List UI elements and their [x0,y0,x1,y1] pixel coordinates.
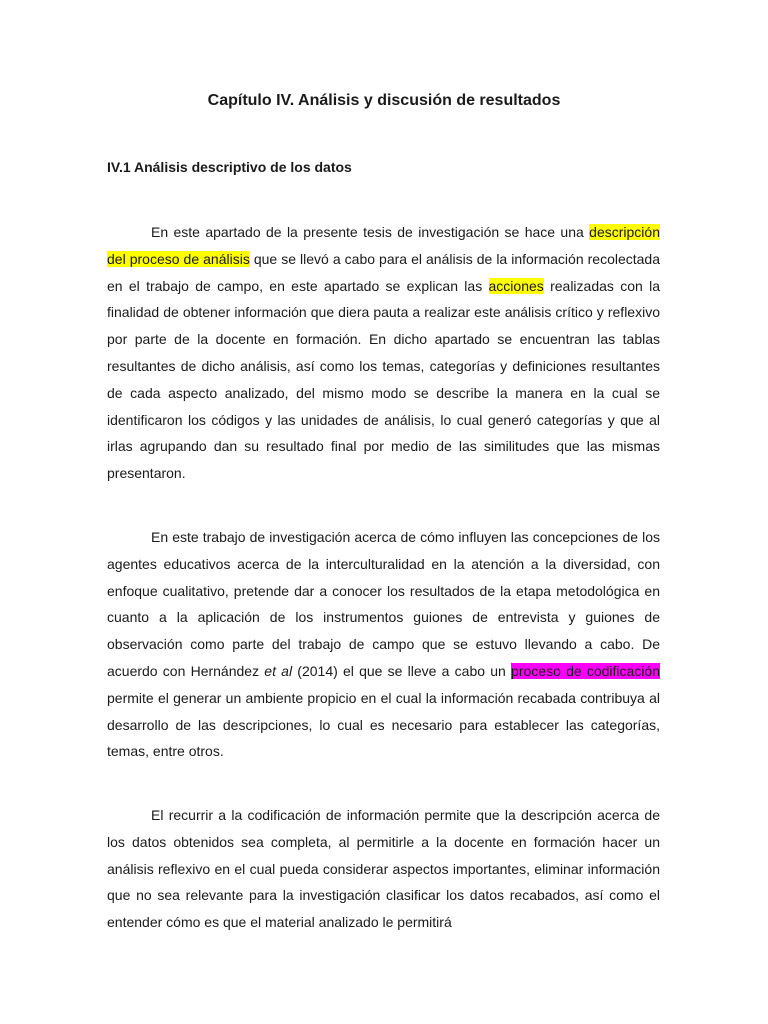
highlight-proceso-codificacion: proceso de codificación [511,662,661,679]
paragraph-2 [107,524,660,765]
paragraph-2-text-2: (2014) el que se lleve a cabo un [292,662,512,679]
section-heading: IV.1 Análisis descriptivo de los datos [107,159,352,175]
paragraph-2-text-1: En este trabajo de investigación acerca de cómo influyen las concepciones de los agentes educativos acerca de la interculturalidad en la atención a la diversidad, con enfoque cualitativo, pretende dar a conocer los resultados de la etapa metodológica en cuanto a la aplicación de los instrumentos guiones de entrevista y guiones de observación como parte del trabajo de campo que se estuvo llevando a cabo. De acuerdo con Hernández [107,529,660,679]
highlight-acciones: acciones [488,277,544,294]
chapter-title: Capítulo IV. Análisis y discusión de resultados [207,92,561,109]
highlight-descripcion: descripción del proceso de análisis [107,224,660,267]
paragraph-1-text-2: que se llevó a cabo para el análisis de la información recolectada en el trabajo de campo, en este apartado se explican las [107,250,661,294]
paragraph-1 [107,219,660,487]
paragraph-1-text-1: En este apartado de la presente tesis de investigación se hace una [151,224,590,240]
paragraph-2-text-3: permite el generar un ambiente propicio en el cual la información recabada contribuya al desarrollo de las descripciones, lo cual es necesario para establecer las categorías, temas, entre otros. [107,689,660,760]
paragraph-3-text-1: El recurrir a la codificación de información permite que la descripción acerca de los datos obtenidos sea completa, al permitirle a la docente en formación hacer un análisis reflexivo en el cual pueda considerar aspectos importantes, eliminar información que no sea relevante para la investigación clasificar los datos recabados, así como el entender cómo es que el material analizado le permitirá [107,807,660,931]
paragraph-1-text-3: realizadas con la finalidad de obtener información que diera pauta a realizar este análisis crítico y reflexivo por parte de la docente en formación. En dicho apartado se encuentran las tablas resultantes de dicho análisis, así como los temas, categorías y definiciones resultantes de cada aspecto analizado, del mismo modo se describe la manera en la cual se identificaron los códigos y las unidades de análisis, lo cual generó categorías y que al irlas agrupando dan su resultado final por medio de las similitudes que las mismas presentaron. [107,277,660,482]
paragraph-3 [107,802,660,936]
et-al-italic: et al [264,662,293,679]
